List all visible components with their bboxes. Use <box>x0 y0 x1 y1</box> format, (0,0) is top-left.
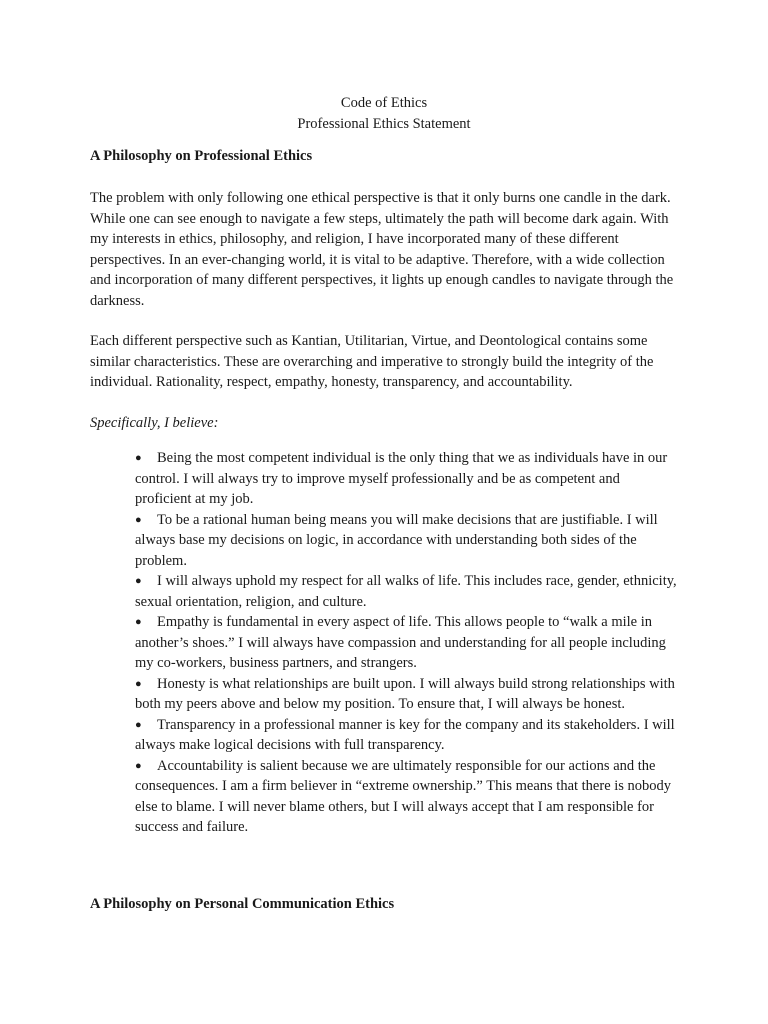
list-item-text: Honesty is what relationships are built upon. I will always build strong relationships with both my peers above and below my position. To ensure that, I will always be honest. <box>135 675 675 712</box>
paragraph-perspectives: Each different perspective such as Kantian, Utilitarian, Virtue, and Deontological contains some similar characteristics. These are overarching and imperative to strongly build the integrity of the individual. Rationality, respect, empathy, honesty, transparency, and accountability. <box>90 333 654 390</box>
list-item-text: Being the most competent individual is the only thing that we as individuals have in our control. I will always try to improve myself professionally and be as competent and proficient at my job. <box>135 450 668 507</box>
list-item-text: Empathy is fundamental in every aspect of life. This allows people to “walk a mile in another’s shoes.” I will always have compassion and understanding for all people including my co-workers, business partners, and strangers. <box>135 614 666 671</box>
document-title: Code of Ethics <box>340 95 428 111</box>
list-item <box>135 756 678 838</box>
paragraph-candle: The problem with only following one ethical perspective is that it only burns one candle in the dark. While one can see enough to navigate a few steps, ultimately the path will become dark again. With my interests in ethics, philosophy, and religion, I have incorporated many of these different perspectives. In an ever-changing world, it is vital to be adaptive. Therefore, with a wide collection and incorporation of many different perspectives, it lights up enough candles to navigate through the darkness. <box>90 190 674 309</box>
list-item <box>135 448 678 510</box>
bullet-icon: ● <box>135 718 142 731</box>
section-heading-communication-ethics: A Philosophy on Personal Communication Ethics <box>90 895 395 912</box>
beliefs-list <box>90 448 678 838</box>
list-item-text: I will always uphold my respect for all walks of life. This includes race, gender, ethnicity, sexual orientation, religion, and culture. <box>135 573 677 610</box>
list-item-text: To be a rational human being means you will make decisions that are justifiable. I will always base my decisions on logic, in accordance with understanding both sides of the problem. <box>135 511 658 569</box>
title-block <box>90 93 678 135</box>
list-item <box>135 510 678 572</box>
bullet-icon: ● <box>135 513 142 526</box>
list-item-text: Transparency in a professional manner is key for the company and its stakeholders. I will always make logical decisions with full transparency. <box>135 716 675 753</box>
list-item-text: Accountability is salient because we are ultimately responsible for our actions and the consequences. I am a firm believer in “extreme ownership.” This means that there is nobody else to blame. I will never blame others, but I will always accept that I am responsible for success and failure. <box>135 757 672 835</box>
document-subtitle: Professional Ethics Statement <box>297 116 471 132</box>
bullet-icon: ● <box>135 677 142 690</box>
list-item <box>135 674 678 715</box>
bullet-icon: ● <box>135 452 142 464</box>
list-item <box>135 715 678 756</box>
bullet-icon: ● <box>135 575 142 587</box>
bullet-icon: ● <box>135 616 142 628</box>
list-item <box>135 612 678 674</box>
list-item <box>135 571 678 612</box>
beliefs-lead: Specifically, I believe: <box>90 414 219 431</box>
section-heading-professional-ethics: A Philosophy on Professional Ethics <box>90 148 313 164</box>
bullet-icon: ● <box>135 759 142 772</box>
